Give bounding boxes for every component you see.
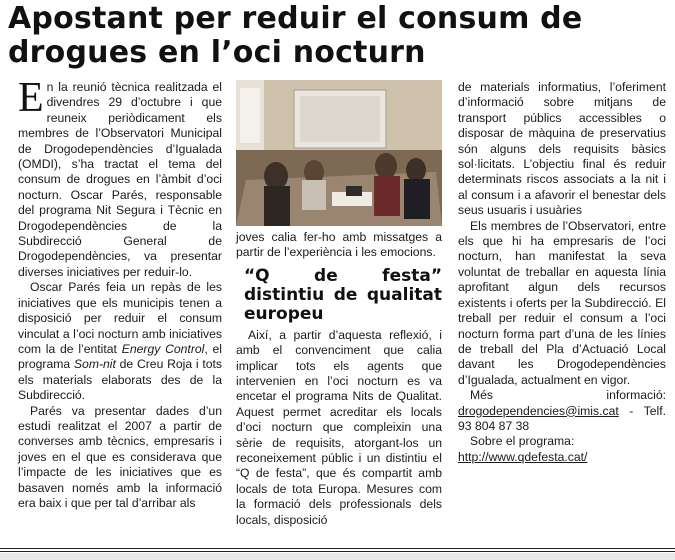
som-nit-name: Som-nit bbox=[73, 357, 116, 372]
bottom-rule-2 bbox=[0, 551, 675, 552]
meeting-photo bbox=[236, 80, 442, 226]
paragraph-more-info bbox=[458, 388, 666, 434]
paragraph-young-people: joves calia fer-ho amb missatges a partir de l’experiència i les emocions. bbox=[236, 230, 442, 260]
column-3 bbox=[458, 80, 666, 465]
paragraph-intro-text: n la reunió tècnica realitzada el divendres 29 d’octubre i que reuneix periòdicament els membres de l’Observatori Municipal de Drogodependències d’Igualada (OMDI), s’ha tractat el tema del consum de drogues en l’àmbit d’oci nocturn. Oscar Parés, responsable del programa Nit Segura i Tècnic en Drogodependències de la Subdirecció General de Drogodependències, va presentar diverses iniciatives per reduir-lo. bbox=[18, 80, 222, 279]
bottom-band bbox=[0, 553, 675, 560]
paragraph-requirements: de materials informatius, l’oferiment d’informació sobre mitjans de transport públics accessibles o disposar de màquina de preservatius són alguns dels requisits bàsics sol·licitats. L’objectiu final és reduir determinats riscos associats a la nit i al consum i a afavorir el benestar dels seus usuaris i usuàries bbox=[458, 80, 666, 218]
more-info-label: Més informació: bbox=[470, 388, 666, 403]
email-link[interactable]: drogodependencies@imis.cat bbox=[458, 403, 619, 418]
paragraph-initiatives bbox=[18, 280, 222, 403]
text-run: de Creu Roja i tots els materials elaborats des de la Subdirecció. bbox=[18, 357, 222, 403]
text-run: Oscar Parés feia un repàs de les iniciatives que els municipis tenen a disposició per reduir el consum vinculat a l’oci nocturn amb iniciatives com la de l’entitat bbox=[18, 280, 222, 356]
drop-cap: E bbox=[18, 75, 44, 121]
program-url-link[interactable]: http://www.qdefesta.cat/ bbox=[458, 449, 588, 464]
meeting-photo-illustration bbox=[236, 80, 442, 226]
paragraph-program bbox=[458, 434, 666, 465]
subheading-q-de-festa: “Q de festa” distintiu de qualitat europeu bbox=[244, 265, 442, 324]
text-run: , el programa bbox=[18, 341, 223, 372]
photo-frame bbox=[236, 80, 442, 228]
bottom-rule bbox=[0, 548, 675, 549]
column-2 bbox=[236, 230, 442, 528]
program-label: Sobre el programa: bbox=[470, 434, 575, 449]
paragraph-study: Parés va presentar dades d’un estudi realitzat el 2007 a partir de converses amb tècnics, empresaris i joves en el que es considerava que l’impacte de les iniciatives que es basaven només amb la informació era baix i que per tal d’arribar als bbox=[18, 403, 222, 510]
column-1 bbox=[18, 75, 223, 511]
paragraph-observatory: Els membres de l’Observatori, entre els que hi ha empresaris de l’oci nocturn, han manifestat la seva voluntat de treballar en aquesta línia aprofitant algun dels recursos existents i oferts per la Subdirecció. El treball per reduir el consum a l’oci nocturn forma part d’una de les línies de treball del Pla d’Actuació Local davant les Drogodependències d’Igualada, actualment en vigor. bbox=[458, 218, 666, 387]
paragraph-quality-program: Així, a partir d’aquesta reflexió, i amb el convenciment que calia implicar tots els agents que intervenien en l’oci nocturn es va encetar el programa Nits de Qualitat. Aquest permet acreditar els locals d’oci nocturn que compleixin una sèrie de requisits, atorgant-los un reconeixement públic i un distintiu el “Q de festa”, que és compartit amb locals de tota Europa. Mesures com la formació dels professionals dels locals, disposició bbox=[236, 327, 442, 527]
paragraph-intro bbox=[18, 75, 222, 280]
energy-control-name: Energy Control bbox=[121, 341, 205, 356]
headline: Apostant per reduir el consum de drogues en l’oci nocturn bbox=[8, 1, 583, 70]
phone-number: - Telf. 93 804 87 38 bbox=[458, 403, 666, 433]
